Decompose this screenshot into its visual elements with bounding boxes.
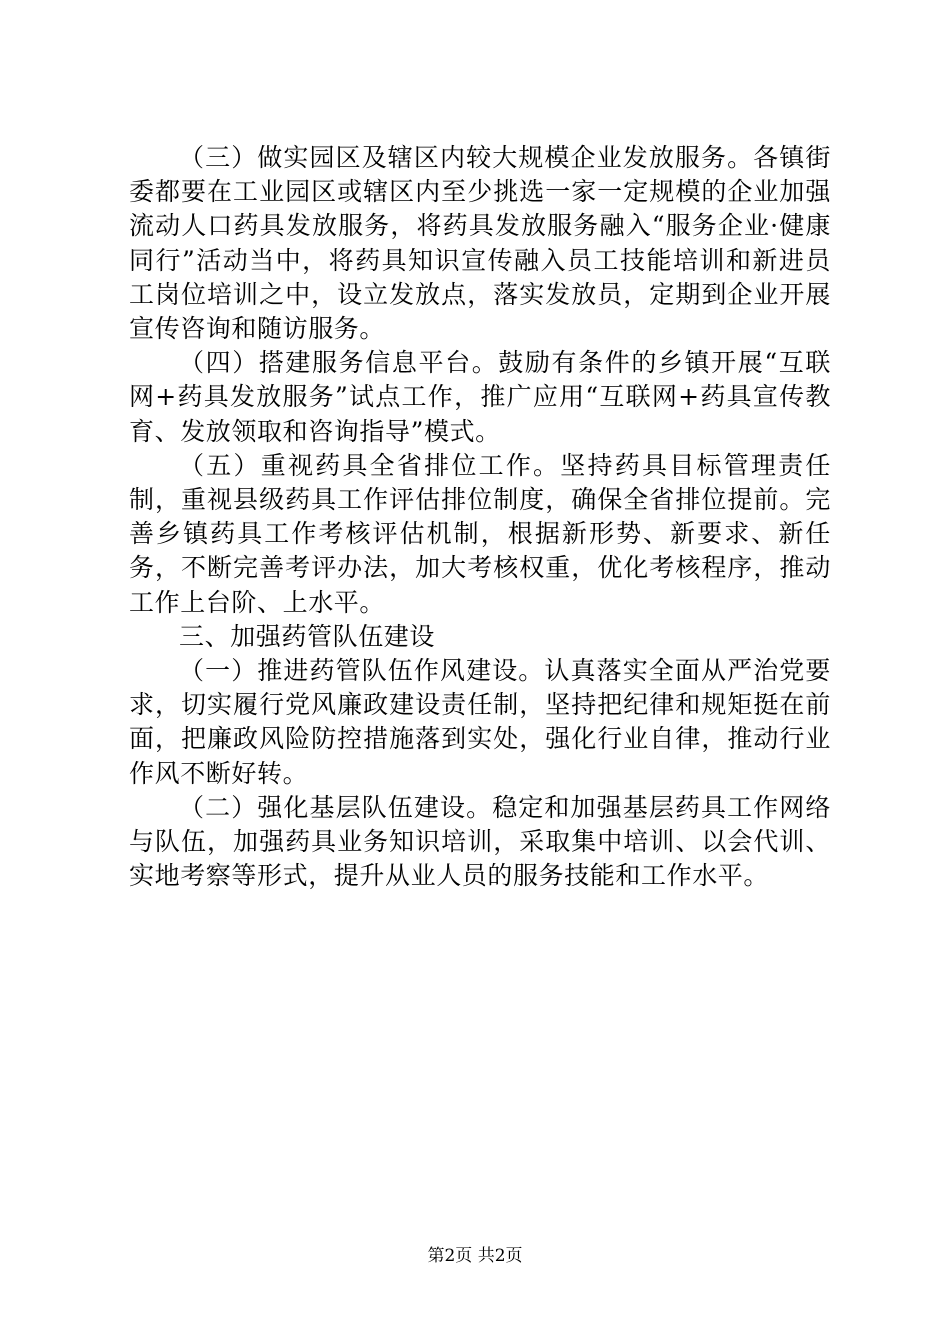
section-paragraph-1: （一）推进药管队伍作风建设。认真落实全面从严治党要求，切实履行党风廉政建设责任制，坚持把纪律和规矩挺在前面，把廉政风险防控措施落到实处，强化行业自律，推动行业作风不断好转。 <box>129 656 831 788</box>
document-body <box>129 141 831 893</box>
paragraph-3: （三）做实园区及辖区内较大规模企业发放服务。各镇街委都要在工业园区或辖区内至少挑选一家一定规模的企业加强流动人口药具发放服务，将药具发放服务融入“服务企业·健康同行”活动当中，将药具知识宣传融入员工技能培训和新进员工岗位培训之中，设立发放点，落实发放员，定期到企业开展宣传咨询和随访服务。 <box>129 143 831 344</box>
paragraph-4: （四）搭建服务信息平台。鼓励有条件的乡镇开展“互联网+药具发放服务”试点工作，推广应用“互联网+药具宣传教育、发放领取和咨询指导”模式。 <box>129 348 831 446</box>
section-heading: 三、加强药管队伍建设 <box>179 621 436 651</box>
paragraph-5: （五）重视药具全省排位工作。坚持药具目标管理责任制，重视县级药具工作评估排位制度，确保全省排位提前。完善乡镇药具工作考核评估机制，根据新形势、新要求、新任务，不断完善考评办法，加大考核权重，优化考核程序，推动工作上台阶、上水平。 <box>129 450 831 617</box>
section-paragraph-2: （二）强化基层队伍建设。稳定和加强基层药具工作网络与队伍，加强药具业务知识培训，采取集中培训、以会代训、实地考察等形式，提升从业人员的服务技能和工作水平。 <box>129 792 831 891</box>
page-footer: 第2页 共2页 <box>427 1246 523 1266</box>
